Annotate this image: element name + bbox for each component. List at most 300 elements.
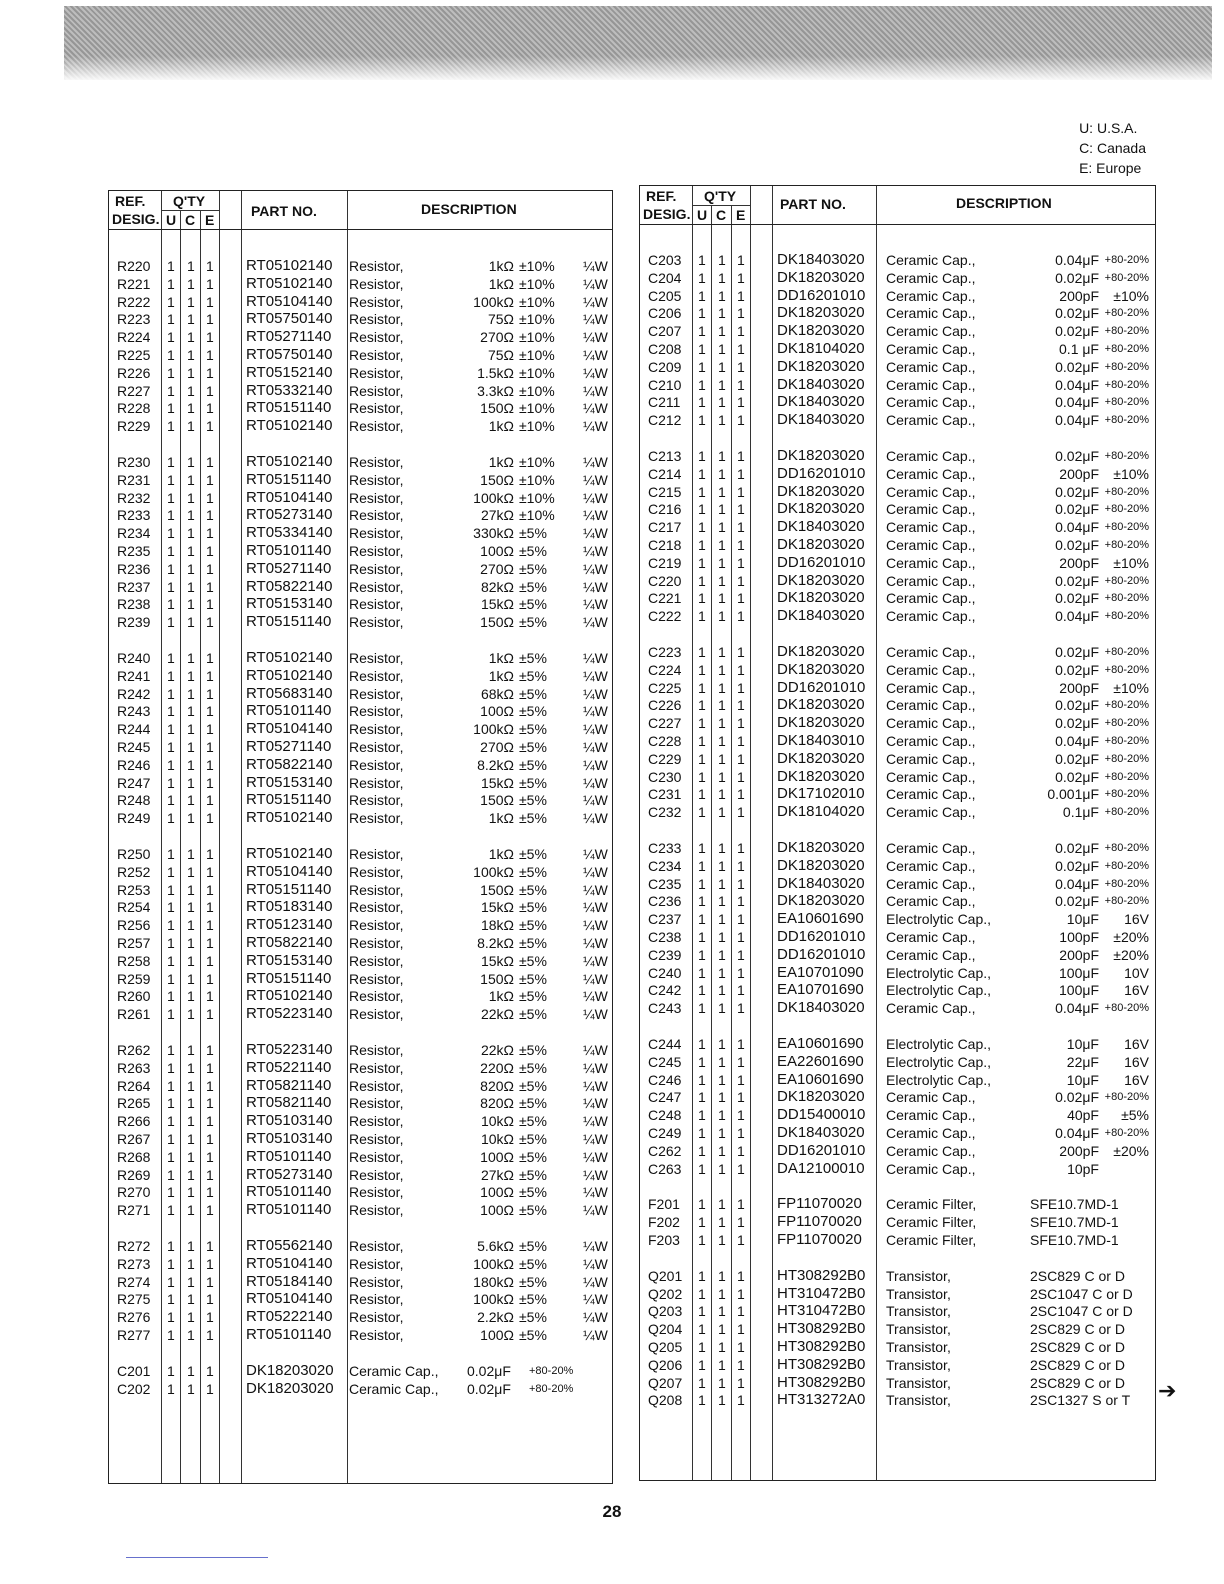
part-type: Resistor, — [349, 1273, 404, 1290]
table-row — [640, 875, 1155, 893]
part-type: Ceramic Cap., — [886, 697, 976, 714]
part-type: Resistor, — [349, 721, 404, 738]
part-number: RT05102140 — [246, 845, 333, 862]
ref-designator: R261 — [117, 1006, 151, 1023]
part-type: Resistor, — [349, 329, 404, 346]
value: 0.04μF — [1055, 875, 1099, 892]
qty-c: 1 — [718, 786, 726, 803]
table-row — [640, 981, 1155, 999]
wattage: ¼W — [583, 1042, 608, 1058]
part-number: EA10601690 — [777, 1035, 864, 1052]
wattage: ¼W — [583, 899, 608, 916]
tolerance: +80-20% — [1104, 663, 1149, 676]
qty-u: 1 — [698, 679, 706, 696]
qty-e: 1 — [737, 1339, 745, 1355]
part-type: Ceramic Cap., — [886, 750, 976, 767]
wattage: ¼W — [583, 1291, 608, 1308]
qty-e: 1 — [206, 1131, 214, 1147]
qty-e: 1 — [737, 1267, 745, 1284]
qty-u: 1 — [698, 1392, 706, 1409]
qty-u: 1 — [698, 1036, 706, 1052]
tolerance: ±10% — [1113, 287, 1149, 304]
qty-u: 1 — [698, 982, 706, 999]
qty-c: 1 — [718, 1160, 726, 1177]
ref-designator: C209 — [648, 358, 682, 375]
part-number: RT05271140 — [246, 738, 332, 755]
value: 8.2kΩ — [477, 935, 514, 951]
qty-e: 1 — [206, 1184, 214, 1201]
tolerance: +80-20% — [1104, 485, 1149, 498]
value: 330kΩ — [473, 525, 514, 542]
wattage: ¼W — [583, 1148, 608, 1165]
qty-c: 1 — [718, 964, 726, 981]
qty-u: 1 — [698, 269, 706, 286]
tolerance: ±10% — [519, 382, 555, 399]
qty-c: 1 — [718, 465, 726, 482]
qty-e: 1 — [737, 661, 745, 678]
footer-rule — [126, 1557, 268, 1558]
part-type: Resistor, — [349, 899, 404, 916]
header-c: C — [185, 212, 196, 228]
qty-c: 1 — [187, 311, 195, 328]
part-type: Transistor, — [886, 1339, 951, 1355]
part-type: Resistor, — [349, 614, 404, 631]
qty-u: 1 — [698, 590, 706, 607]
qty-e: 1 — [206, 846, 214, 862]
qty-e: 1 — [737, 252, 745, 268]
value: 0.02μF — [1055, 483, 1099, 500]
part-type: Ceramic Cap., — [886, 946, 976, 963]
wattage: ¼W — [583, 650, 608, 666]
part-type: Resistor, — [349, 1184, 404, 1201]
tolerance: +80-20% — [1104, 307, 1149, 320]
qty-u: 1 — [167, 1184, 175, 1201]
part-number: RT05334140 — [246, 524, 333, 542]
tolerance: +80-20% — [1104, 788, 1149, 801]
value: 1kΩ — [488, 418, 514, 435]
qty-e: 1 — [206, 1077, 214, 1094]
wattage: ¼W — [583, 1327, 608, 1343]
ref-designator: Q206 — [648, 1356, 683, 1373]
qty-u: 1 — [167, 721, 175, 738]
value: SFE10.7MD-1 — [1030, 1214, 1119, 1231]
part-type: Transistor, — [886, 1321, 951, 1338]
wattage: ¼W — [583, 1166, 608, 1183]
qty-u: 1 — [167, 1095, 175, 1112]
tolerance: ±5% — [519, 1309, 547, 1326]
country-legend — [1079, 118, 1146, 178]
ref-designator: C210 — [648, 376, 682, 393]
value: 15kΩ — [480, 596, 514, 613]
part-number: RT05102140 — [246, 453, 333, 470]
part-number: RT05822140 — [246, 934, 333, 951]
qty-u: 1 — [698, 608, 706, 625]
ref-designator: C216 — [648, 501, 682, 518]
qty-u: 1 — [698, 323, 706, 340]
qty-e: 1 — [206, 667, 214, 684]
qty-e: 1 — [206, 596, 214, 613]
part-type: Electrolytic Cap., — [886, 911, 992, 928]
part-number: DK18203020 — [777, 322, 865, 340]
qty-u: 1 — [167, 792, 175, 809]
part-number: RT05153140 — [246, 595, 333, 613]
part-type: Ceramic Cap., — [886, 857, 976, 874]
part-type: Resistor, — [349, 1291, 404, 1308]
part-type: Resistor, — [349, 846, 404, 862]
table-row — [640, 287, 1155, 305]
qty-c: 1 — [718, 804, 726, 821]
part-type: Ceramic Cap., — [349, 1380, 439, 1397]
part-type: Ceramic Filter, — [886, 1196, 977, 1213]
qty-c: 1 — [718, 1232, 726, 1248]
qty-c: 1 — [718, 768, 726, 785]
qty-u: 1 — [698, 287, 706, 304]
qty-e: 1 — [206, 1291, 214, 1308]
part-number: RT05153140 — [246, 951, 333, 969]
part-number: FP11070020 — [777, 1195, 862, 1213]
qty-c: 1 — [718, 1356, 726, 1373]
tolerance: +80-20% — [1104, 770, 1149, 783]
tolerance: ±5% — [519, 721, 547, 738]
table-row — [640, 679, 1155, 697]
qty-c: 1 — [187, 596, 195, 613]
part-number: DK18403020 — [777, 375, 865, 393]
part-number: RT05102140 — [246, 417, 333, 435]
value: 200pF — [1059, 679, 1099, 696]
value: 5.6kΩ — [477, 1238, 514, 1254]
wattage: ¼W — [583, 1059, 608, 1076]
header-desig: DESIG. — [643, 206, 691, 222]
qty-u: 1 — [167, 596, 175, 613]
qty-c: 1 — [718, 644, 726, 660]
qty-c: 1 — [187, 418, 195, 435]
table-row — [640, 607, 1155, 625]
table-row — [109, 756, 612, 774]
wattage: ¼W — [583, 525, 608, 542]
part-number: HT313272A0 — [777, 1391, 866, 1409]
qty-e: 1 — [737, 305, 745, 322]
qty-u: 1 — [698, 1142, 706, 1159]
tolerance: +80-20% — [1104, 539, 1149, 551]
part-number: DK18403020 — [777, 411, 865, 429]
tolerance: ±5% — [519, 667, 547, 684]
qty-u: 1 — [698, 1000, 706, 1017]
qty-c: 1 — [718, 1267, 726, 1284]
table-row — [109, 364, 612, 382]
ref-designator: R235 — [117, 543, 151, 559]
part-number: RT05271140 — [246, 559, 332, 577]
qty-e: 1 — [737, 1125, 745, 1141]
tolerance: ±5% — [519, 1006, 547, 1023]
tolerance: ±5% — [519, 881, 547, 898]
qty-u: 1 — [167, 756, 175, 773]
table-row — [640, 1195, 1155, 1213]
qty-u: 1 — [698, 1160, 706, 1177]
qty-c: 1 — [187, 1042, 195, 1058]
table-row — [109, 791, 612, 809]
qty-e: 1 — [737, 964, 745, 981]
ref-designator: R247 — [117, 774, 151, 791]
tolerance: +80-20% — [1104, 842, 1149, 854]
wattage: ¼W — [583, 935, 608, 951]
ref-designator: C236 — [648, 893, 682, 910]
tolerance: ±5% — [519, 1327, 547, 1343]
tolerance: 16V — [1124, 982, 1149, 999]
value: 22kΩ — [480, 1006, 514, 1023]
qty-e: 1 — [737, 269, 745, 286]
tolerance: ±10% — [519, 400, 555, 417]
qty-c: 1 — [718, 733, 726, 749]
table-row — [109, 257, 612, 275]
table-row — [109, 738, 612, 756]
ref-designator: C207 — [648, 323, 682, 340]
table-row — [109, 1041, 612, 1059]
ref-designator: C263 — [648, 1160, 682, 1177]
qty-e: 1 — [737, 733, 745, 749]
table-row — [109, 649, 612, 667]
qty-e: 1 — [737, 323, 745, 340]
part-type: Resistor, — [349, 988, 404, 1005]
table-row — [109, 1183, 612, 1201]
tolerance: +80-20% — [1104, 574, 1149, 587]
table-row — [640, 839, 1155, 857]
qty-u: 1 — [698, 1053, 706, 1070]
part-number: RT05104140 — [246, 1254, 333, 1272]
qty-u: 1 — [167, 311, 175, 328]
qty-u: 1 — [698, 1232, 706, 1248]
part-type: Resistor, — [349, 311, 404, 328]
part-type: Ceramic Cap., — [886, 679, 976, 696]
part-number: RT05103140 — [246, 1112, 333, 1130]
wattage: ¼W — [583, 400, 608, 417]
table-row — [640, 857, 1155, 875]
qty-c: 1 — [718, 697, 726, 714]
table-row — [109, 310, 612, 328]
part-number: RT05222140 — [246, 1308, 333, 1326]
qty-e: 1 — [737, 1160, 745, 1177]
value: 0.02μF — [1055, 893, 1099, 910]
qty-e: 1 — [737, 1374, 745, 1391]
qty-u: 1 — [167, 1309, 175, 1326]
value: SFE10.7MD-1 — [1030, 1232, 1119, 1248]
ref-designator: F203 — [648, 1232, 680, 1248]
table-row — [109, 1290, 612, 1308]
ref-designator: F201 — [648, 1196, 680, 1213]
part-type: Ceramic Cap., — [886, 1142, 976, 1159]
value: 8.2kΩ — [477, 756, 514, 773]
tolerance: ±5% — [519, 988, 547, 1005]
qty-e: 1 — [206, 329, 214, 346]
qty-u: 1 — [167, 275, 175, 292]
qty-e: 1 — [206, 721, 214, 738]
table-row — [109, 774, 612, 792]
part-type: Resistor, — [349, 1309, 404, 1326]
tolerance: ±10% — [519, 507, 555, 524]
table-row — [640, 1285, 1155, 1303]
ref-designator: R274 — [117, 1273, 151, 1290]
qty-c: 1 — [187, 685, 195, 702]
part-number: DD16201010 — [777, 286, 866, 304]
qty-e: 1 — [737, 1036, 745, 1052]
qty-u: 1 — [698, 893, 706, 910]
tolerance: ±10% — [519, 258, 555, 274]
table-row — [109, 881, 612, 899]
qty-u: 1 — [698, 715, 706, 732]
header-c: C — [716, 207, 727, 223]
ref-designator: R248 — [117, 792, 151, 809]
qty-e: 1 — [737, 1392, 745, 1409]
ref-designator: C226 — [648, 697, 682, 714]
part-type: Electrolytic Cap., — [886, 1036, 992, 1052]
qty-u: 1 — [167, 1042, 175, 1058]
ref-designator: R252 — [117, 863, 151, 880]
part-type: Ceramic Cap., — [886, 661, 976, 678]
value: 820Ω — [480, 1095, 514, 1112]
qty-c: 1 — [187, 347, 195, 363]
tolerance: +80-20% — [1104, 646, 1149, 658]
value: 220Ω — [480, 1059, 514, 1076]
table-row — [640, 1338, 1155, 1356]
part-type: Ceramic Cap., — [886, 608, 976, 625]
part-number: DK18203020 — [777, 589, 865, 607]
tolerance: +80-20% — [1104, 414, 1149, 427]
ref-designator: R269 — [117, 1166, 151, 1183]
table-row — [640, 768, 1155, 786]
part-number: RT05153140 — [246, 773, 333, 791]
value: 0.04μF — [1055, 412, 1099, 429]
qty-c: 1 — [718, 590, 726, 607]
qty-u: 1 — [698, 857, 706, 874]
table-row — [109, 1130, 612, 1148]
ref-designator: R250 — [117, 846, 151, 862]
qty-u: 1 — [167, 454, 175, 470]
table-row — [640, 999, 1155, 1017]
wattage: ¼W — [583, 543, 608, 559]
value: SFE10.7MD-1 — [1030, 1196, 1119, 1213]
tolerance: +80-20% — [1104, 699, 1149, 712]
wattage: ¼W — [583, 489, 608, 506]
tolerance: 16V — [1124, 1053, 1149, 1070]
value: 0.04μF — [1055, 394, 1099, 411]
table-row — [640, 376, 1155, 394]
part-number: RT05750140 — [246, 346, 333, 363]
qty-c: 1 — [187, 454, 195, 470]
part-number: DK18403020 — [777, 251, 865, 268]
value: 15kΩ — [480, 774, 514, 791]
tolerance: ±5% — [519, 703, 547, 720]
qty-u: 1 — [167, 329, 175, 346]
part-number: EA10601690 — [777, 910, 864, 928]
part-number: DA12100010 — [777, 1159, 865, 1177]
value: 100Ω — [480, 543, 514, 559]
part-number: DK18203020 — [777, 643, 865, 660]
ref-designator: R234 — [117, 525, 151, 542]
wattage: ¼W — [583, 311, 608, 328]
qty-u: 1 — [167, 774, 175, 791]
tolerance: +80-20% — [1104, 254, 1149, 266]
part-type: Resistor, — [349, 1166, 404, 1183]
qty-c: 1 — [718, 608, 726, 625]
wattage: ¼W — [583, 454, 608, 470]
tolerance: +80-20% — [1104, 592, 1149, 605]
value: 0.02μF — [1055, 358, 1099, 375]
qty-u: 1 — [167, 988, 175, 1005]
ref-designator: R254 — [117, 899, 151, 916]
ref-designator: C206 — [648, 305, 682, 322]
qty-u: 1 — [698, 911, 706, 928]
qty-c: 1 — [718, 1089, 726, 1106]
table-row — [640, 518, 1155, 536]
part-number: DK18403020 — [777, 1124, 865, 1141]
ref-designator: C219 — [648, 554, 682, 571]
qty-e: 1 — [737, 341, 745, 357]
qty-c: 1 — [187, 935, 195, 951]
tolerance: ±5% — [519, 1166, 547, 1183]
part-number: DK18203020 — [777, 696, 865, 714]
part-type: Resistor, — [349, 650, 404, 666]
part-number: RT05822140 — [246, 577, 333, 595]
ref-designator: C227 — [648, 715, 682, 732]
tolerance: ±5% — [519, 614, 547, 631]
wattage: ¼W — [583, 952, 608, 969]
table-row — [640, 251, 1155, 269]
tolerance: +80-20% — [1104, 806, 1149, 819]
part-number: DD16201010 — [777, 945, 866, 963]
qty-e: 1 — [737, 483, 745, 500]
table-row — [640, 340, 1155, 358]
qty-c: 1 — [718, 893, 726, 910]
part-type: Resistor, — [349, 1255, 404, 1272]
part-type: Ceramic Cap., — [886, 929, 976, 945]
ref-designator: R272 — [117, 1238, 151, 1254]
table-row — [640, 928, 1155, 946]
part-type: Ceramic Cap., — [886, 715, 976, 732]
qty-e: 1 — [206, 988, 214, 1005]
qty-c: 1 — [718, 394, 726, 411]
part-number: RT05273140 — [246, 1165, 333, 1183]
ref-designator: R245 — [117, 739, 151, 755]
value: 27kΩ — [480, 1166, 514, 1183]
qty-e: 1 — [206, 1113, 214, 1130]
qty-e: 1 — [206, 970, 214, 987]
ref-designator: Q203 — [648, 1303, 683, 1320]
value: 0.04μF — [1055, 1125, 1099, 1141]
value: 0.02μF — [1055, 572, 1099, 589]
wattage: ¼W — [583, 258, 608, 274]
wattage: ¼W — [583, 1202, 608, 1219]
part-number: HT308292B0 — [777, 1266, 866, 1284]
ref-designator: R240 — [117, 650, 151, 666]
table-row — [109, 382, 612, 400]
qty-c: 1 — [187, 507, 195, 524]
qty-c: 1 — [718, 1321, 726, 1338]
value: 270Ω — [480, 560, 514, 577]
qty-e: 1 — [206, 739, 214, 755]
part-type: Ceramic Cap., — [886, 875, 976, 892]
qty-e: 1 — [737, 982, 745, 999]
tolerance: ±5% — [519, 846, 547, 862]
part-type: Ceramic Cap., — [886, 323, 976, 340]
qty-e: 1 — [737, 697, 745, 714]
value: 0.001μF — [1047, 786, 1099, 803]
ref-designator: R228 — [117, 400, 151, 417]
qty-c: 1 — [718, 1214, 726, 1231]
ref-designator: C211 — [648, 394, 681, 411]
legend-europe: E: Europe — [1079, 160, 1142, 176]
ref-designator: C237 — [648, 911, 682, 928]
part-type: Resistor, — [349, 293, 404, 310]
part-type: Resistor, — [349, 1077, 404, 1094]
